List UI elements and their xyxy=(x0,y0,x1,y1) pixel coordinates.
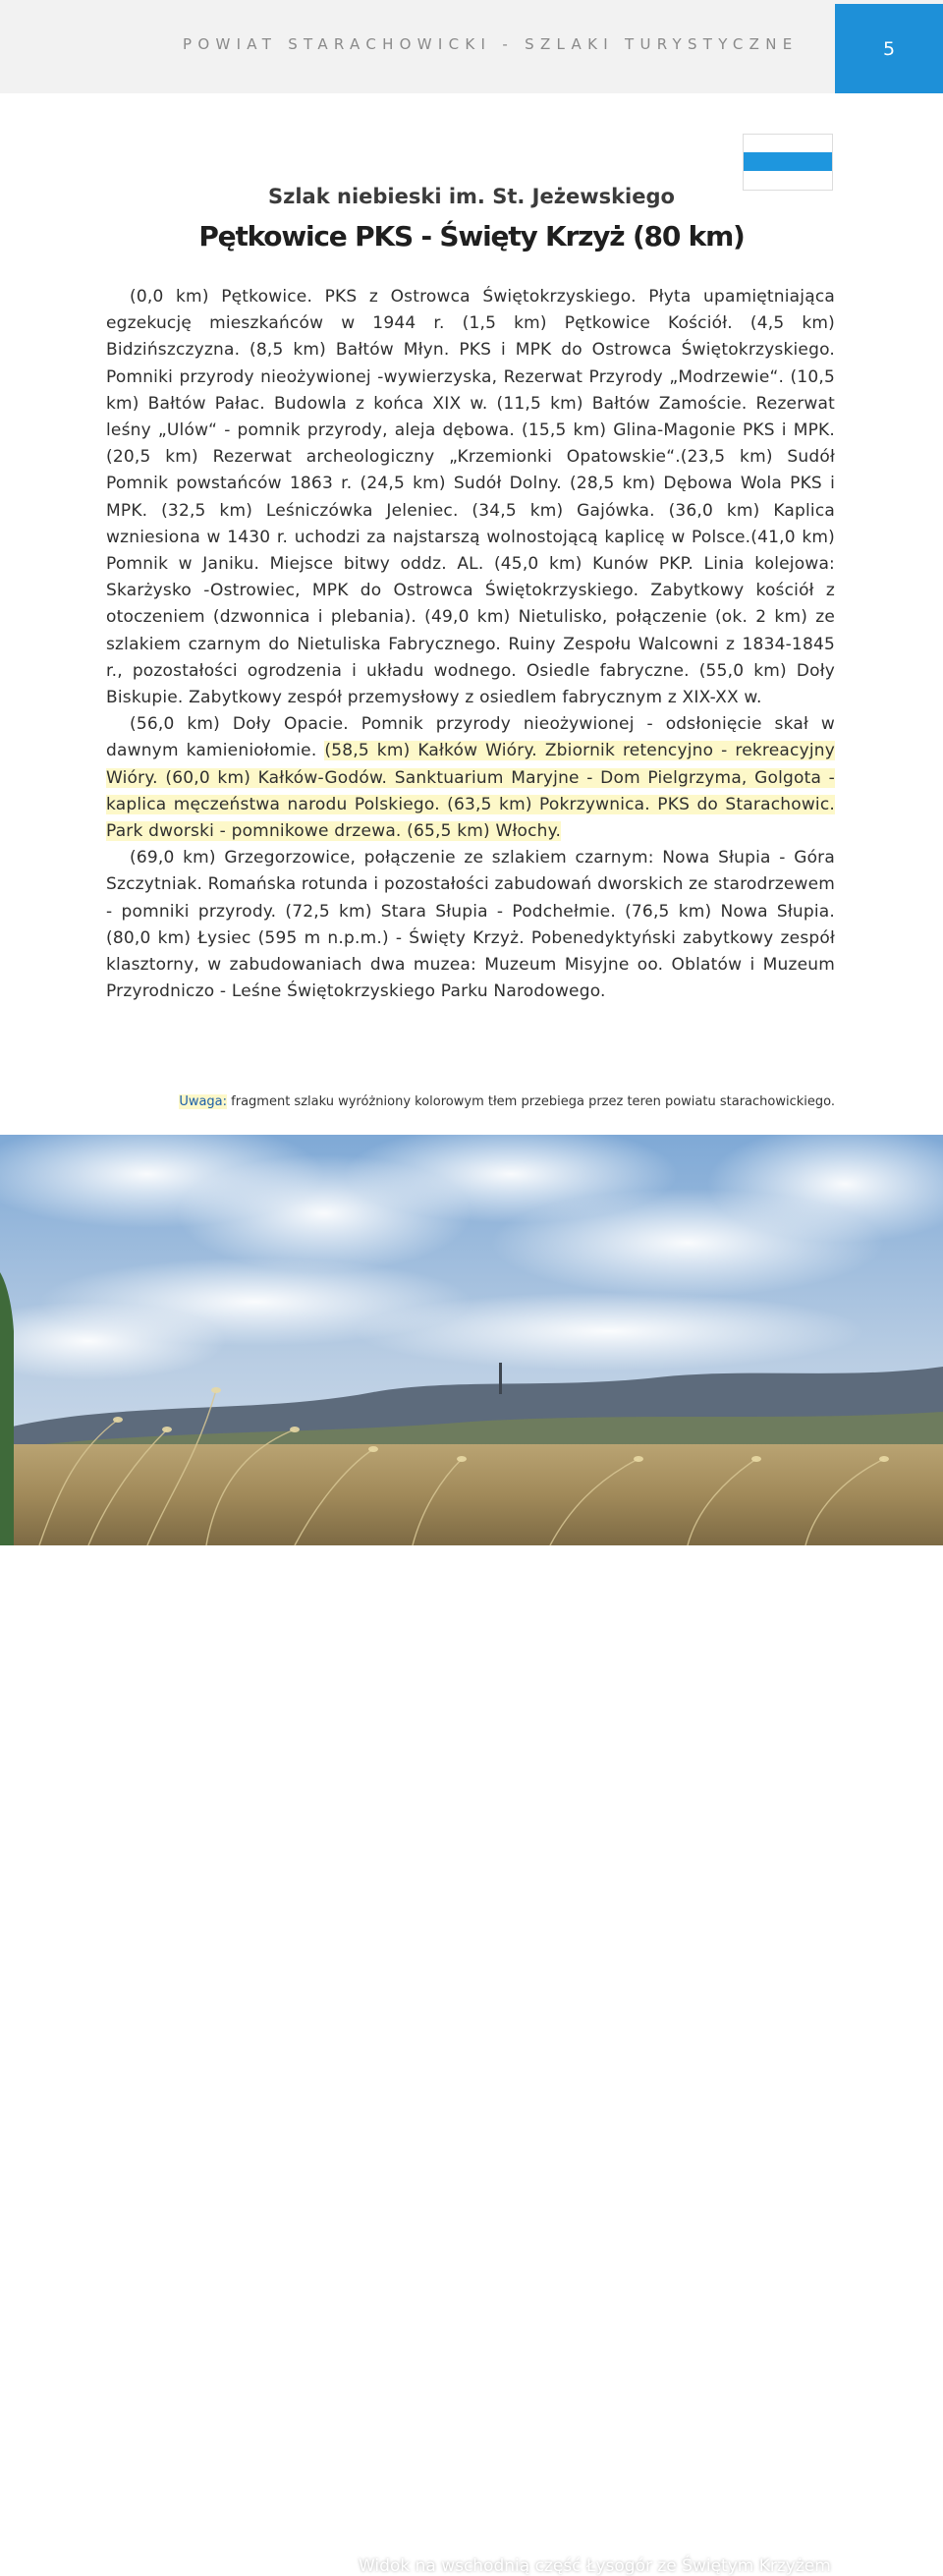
paragraph-2 xyxy=(106,711,835,845)
flag-blue-stripe xyxy=(744,152,832,171)
paragraph-3 xyxy=(106,845,835,1005)
page-header xyxy=(0,0,943,93)
paragraph-1-text: (0,0 km) Pętkowice. PKS z Ostrowca Świętokrzyskiego. Płyta upamiętniająca egzekucję mieszkańców w 1944 r. (1,5 km) Pętkowice Kościół. (4,5 km) Bidzińszczyzna. (8,5 km) Bałtów Młyn. PKS i MPK do Ostrowca Świętokrzyskiego. Pomniki przyrody nieożywionej -wywierzyska, Rezerwat Przyrody „Modrzewie“. (10,5 km) Bałtów Pałac. Budowla z końca XIX w. (11,5 km) Bałtów Zamoście. Rezerwat leśny „Ulów“ - pomnik przyrody, aleja dębowa. (15,5 km) Glina-Magonie PKS i MPK. (20,5 km) Rezerwat archeologiczny „Krzemionki Opatowskie“.(23,5 km) Sudół Pomnik powstańców 1863 r. (24,5 km) Sudół Dolny. (28,5 km) Dębowa Wola PKS i MPK. (32,5 km) Leśniczówka Jeleniec. (34,5 km) Gajówka. (36,0 km) Kaplica wzniesiona w 1430 r. uchodzi za najstarszą wolnostojącą kaplicę w Polsce.(41,0 km) Pomnik w Janiku. Miejsce bitwy oddz. AL. (45,0 km) Kunów PKP. Linia kolejowa: Skarżysko -Ostrowiec, MPK do Ostrowca Świętokrzyskiego. Zabytkowy kościół z otoczeniem (dzwonnica i plebania). (49,0 km) Nietulisko, połączenie (ok. 2 km) ze szlakiem czarnym do Nietuliska Fabrycznego. Ruiny Zespołu Walcowni z 1834-1845 r., pozostałości ogrodzenia i układu wodnego. Osiedle fabryczne. (55,0 km) Doły Biskupie. Zabytkowy zespół przemysłowy z osiedlem fabrycznym z XIX-XX w. xyxy=(106,287,835,708)
note xyxy=(106,1094,835,1109)
photo-caption xyxy=(340,2556,831,2576)
page-number: 5 xyxy=(835,4,943,93)
landscape-photo-illustration xyxy=(0,1135,943,1545)
landscape-photo xyxy=(0,1135,943,2576)
header-title: POWIAT STARACHOWICKI - SZLAKI TURYSTYCZNE xyxy=(183,35,799,53)
photo-caption-text: Widok na wschodnią część Łysogór ze Świętym Krzyżem xyxy=(359,2556,831,2576)
note-label: Uwaga: xyxy=(179,1094,228,1109)
left-tree-edge xyxy=(0,1272,14,1545)
paragraph-1 xyxy=(106,284,835,711)
trail-title: Pętkowice PKS - Święty Krzyż (80 km) xyxy=(198,220,745,252)
paragraph-3-text: (69,0 km) Grzegorzowice, połączenie ze szlakiem czarnym: Nowa Słupia - Góra Szczytniak. Romańska rotunda i pozostałości zabudowań dworskich ze starodrzewem - pomniki przyrody. (72,5 km) Stara Słupia - Podchełmie. (76,5 km) Nowa Słupia. (80,0 km) Łysiec (595 m n.p.m.) - Święty Krzyż. Pobenedyktyński zabytkowy zespół klasztorny, w zabudowaniach dwa muzea: Muzeum Misyjne oo. Oblatów i Muzeum Przyrodniczo - Leśne Świętokrzyskiego Parku Narodowego. xyxy=(106,848,835,1002)
highlighted-fragment: (58,5 km) Kałków Wióry. Zbiornik retencyjno - rekreacyjny Wióry. (60,0 km) Kałków-Godów. Sanktuarium Maryjne - Dom Pielgrzyma, Golgota - kaplica męczeństwa narodu Polskiego. (63,5 km) Pokrzywnica. PKS do Starachowic. Park dworski - pomnikowe drzewa. (65,5 km) Włochy. xyxy=(106,741,835,842)
trail-blue-flag-icon xyxy=(743,134,833,191)
trail-description xyxy=(106,284,835,1005)
note-text: fragment szlaku wyróżniony kolorowym tłem przebiega przez teren powiatu starachowickiego. xyxy=(227,1094,835,1109)
caption-square-icon xyxy=(340,2559,353,2572)
paragraph-2-text: (56,0 km) Doły Opacie. Pomnik przyrody nieożywionej - odsłonięcie skał w dawnym kamieniołomie. xyxy=(106,714,835,761)
trail-subtitle: Szlak niebieski im. St. Jeżewskiego xyxy=(268,185,675,208)
